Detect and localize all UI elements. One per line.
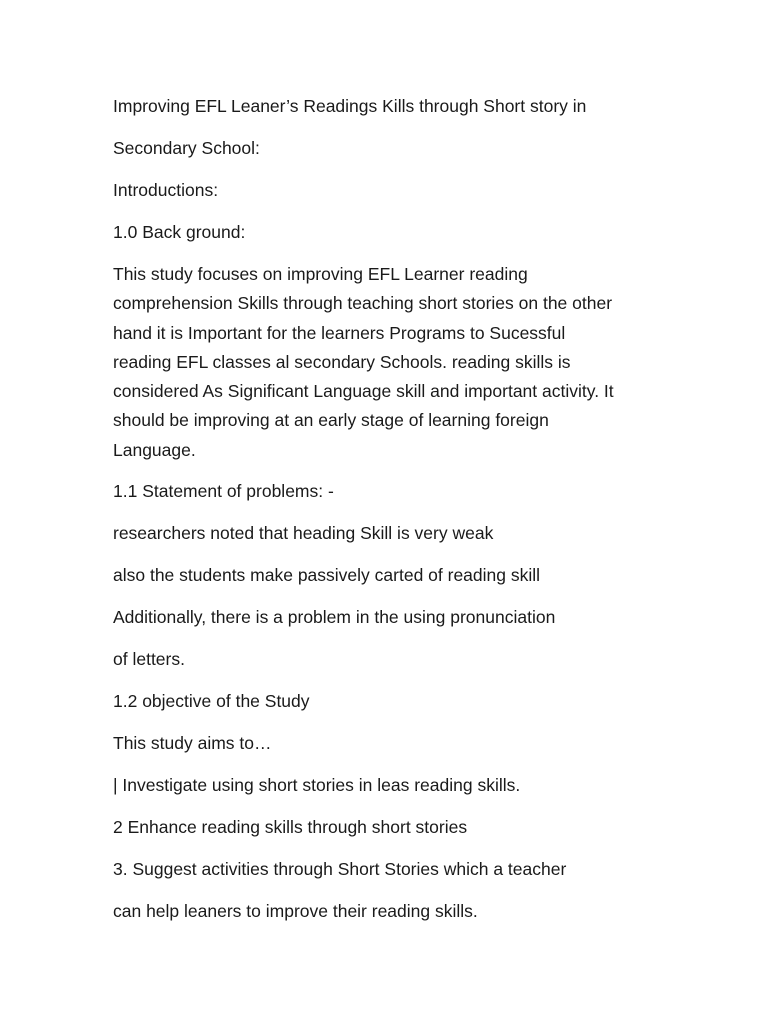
paragraph-line: considered As Significant Language skill and important activity. It xyxy=(113,381,614,402)
problem-line: Additionally, there is a problem in the using pronunciation xyxy=(113,607,556,628)
background-heading: 1.0 Back ground: xyxy=(113,222,246,242)
objective-line: can help leaners to improve their reading skills. xyxy=(113,901,478,922)
paragraph-line: hand it is Important for the learners Programs to Sucessful xyxy=(113,322,566,343)
objective-heading: 1.2 objective of the Study xyxy=(113,691,310,712)
introductions-heading: Introductions: xyxy=(113,180,219,200)
objective-line: | Investigate using short stories in leas reading skills. xyxy=(113,775,521,796)
problem-line: also the students make passively carted of reading skill xyxy=(113,565,541,586)
paragraph-line: This study focuses on improving EFL Learner reading xyxy=(113,264,528,284)
paragraph-line: Language. xyxy=(113,439,196,460)
objective-intro: This study aims to… xyxy=(113,733,272,754)
problem-line: researchers noted that heading Skill is very weak xyxy=(113,523,494,544)
objective-line: 2 Enhance reading skills through short stories xyxy=(113,817,468,838)
paragraph-line: reading EFL classes al secondary Schools. reading skills is xyxy=(113,351,571,372)
paragraph-line: should be improving at an early stage of learning foreign xyxy=(113,410,549,431)
objective-line: 3. Suggest activities through Short Stories which a teacher xyxy=(113,859,567,880)
problems-heading: 1.1 Statement of problems: - xyxy=(113,481,334,502)
document-body xyxy=(113,92,658,939)
problem-line: of letters. xyxy=(113,649,185,670)
title-line-2: Secondary School: xyxy=(113,138,260,158)
paragraph-line: comprehension Skills through teaching short stories on the other xyxy=(113,293,613,314)
title-line-1: Improving EFL Leaner’s Readings Kills through Short story in xyxy=(113,96,587,116)
background-paragraph xyxy=(113,260,658,465)
